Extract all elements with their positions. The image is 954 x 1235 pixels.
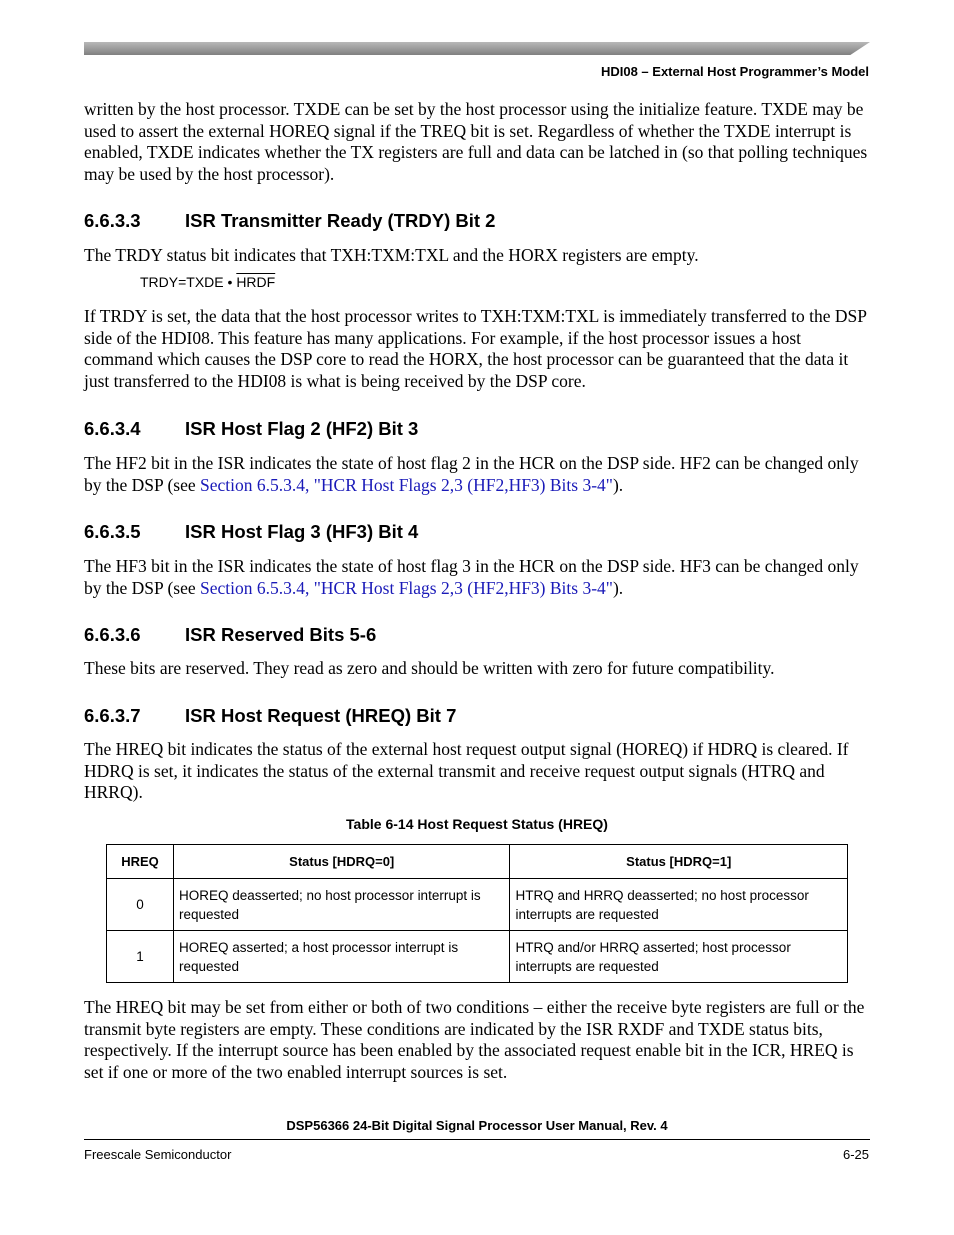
hf3-paragraph (84, 556, 870, 599)
trdy-paragraph-2: If TRDY is set, the data that the host processor writes to TXH:TXM:TXL is immediately transferred to the DSP side of the HDI08. This feature has many applications. For example, if the host processor issues a host command which causes the DSP core to read the HORX, the host processor can be guaranteed that the data it just transferred to the HDI08 is what is being received by the DSP core. (84, 306, 867, 391)
hreq-status-table (106, 844, 848, 983)
hf3-text-before: The HF3 bit in the ISR indicates the state of host flag 3 in the HCR on the DSP side. HF3 can be changed only by the DSP (see (84, 556, 859, 598)
equation-operator: • (227, 274, 233, 290)
section-heading-hreq (84, 705, 456, 727)
hf3-text-after: ). (612, 577, 624, 598)
intro-paragraph: written by the host processor. TXDE can be set by the host processor using the initialize feature. TXDE may be used to assert the external HOREQ signal if the TREQ bit is set. Regardless of whether the TXDE interrupt is enabled, TXDE indicates whether the TX registers are full and data can be latched in (so that polling techniques may be used by the host processor). (84, 99, 868, 184)
table-row (107, 931, 848, 983)
footer-page-number: 6-25 (842, 1147, 869, 1162)
section-number: 6.6.3.7 (84, 705, 141, 726)
column-header-hreq: HREQ (107, 845, 174, 879)
section-number: 6.6.3.3 (84, 210, 141, 231)
hf2-text-after: ). (612, 474, 624, 495)
section-title: ISR Transmitter Ready (TRDY) Bit 2 (185, 210, 496, 231)
section-number: 6.6.3.6 (84, 624, 141, 645)
section-title: ISR Host Request (HREQ) Bit 7 (185, 705, 457, 726)
table-cell-hreq: 0 (107, 879, 174, 931)
section-title: ISR Host Flag 3 (HF3) Bit 4 (185, 521, 419, 542)
section-title: ISR Reserved Bits 5-6 (185, 624, 377, 645)
equation-lhs: TRDY=TXDE (140, 274, 224, 290)
section-heading-reserved (84, 624, 376, 646)
footer-manual-title: DSP56366 24-Bit Digital Signal Processor User Manual, Rev. 4 (286, 1118, 668, 1133)
hf2-section-link[interactable]: Section 6.5.3.4, "HCR Host Flags 2,3 (HF2,HF3) Bits 3-4" (200, 474, 613, 495)
reserved-paragraph: These bits are reserved. They read as zero and should be written with zero for future compatibility. (84, 658, 775, 678)
table-cell-status-hdrq1: HTRQ and HRRQ deasserted; no host processor interrupts are requested (510, 879, 848, 931)
hreq-paragraph-1: The HREQ bit indicates the status of the external host request output signal (HOREQ) if HDRQ is cleared. If HDRQ is set, it indicates the status of the external transmit and receive request output signals (HTRQ and HRRQ). (84, 739, 849, 803)
hf2-paragraph (84, 453, 870, 496)
column-header-status-hdrq0: Status [HDRQ=0] (173, 845, 510, 879)
trdy-paragraph-1: The TRDY status bit indicates that TXH:TXM:TXL and the HORX registers are empty. (84, 245, 699, 265)
table-cell-status-hdrq0: HOREQ asserted; a host processor interrupt is requested (173, 931, 510, 983)
hreq-paragraph-2: The HREQ bit may be set from either or both of two conditions – either the receive byte registers are full or the transmit byte registers are empty. These conditions are indicated by the ISR RXDF and TXDE status bits, respectively. If the interrupt source has been enabled by the associated request enable bit in the ICR, HREQ is set if one or more of the two enabled interrupt sources is set. (84, 997, 865, 1082)
section-heading-hf2 (84, 418, 418, 440)
table-caption: Table 6-14 Host Request Status (HREQ) (346, 816, 608, 832)
hf3-section-link[interactable]: Section 6.5.3.4, "HCR Host Flags 2,3 (HF2,HF3) Bits 3-4" (200, 577, 613, 598)
table-header-row (107, 845, 848, 879)
section-number: 6.6.3.5 (84, 521, 141, 542)
table-cell-hreq: 1 (107, 931, 174, 983)
table-cell-status-hdrq1: HTRQ and/or HRRQ asserted; host processor interrupts are requested (510, 931, 848, 983)
footer-company: Freescale Semiconductor (84, 1147, 232, 1162)
equation-rhs-overlined: HRDF (236, 274, 276, 290)
hf2-text-before: The HF2 bit in the ISR indicates the state of host flag 2 in the HCR on the DSP side. HF2 can be changed only by the DSP (see (84, 453, 859, 495)
section-number: 6.6.3.4 (84, 418, 141, 439)
column-header-status-hdrq1: Status [HDRQ=1] (510, 845, 848, 879)
running-header-title: HDI08 – External Host Programmer’s Model (600, 64, 869, 79)
section-title: ISR Host Flag 2 (HF2) Bit 3 (185, 418, 419, 439)
trdy-equation (140, 274, 275, 290)
section-heading-hf3 (84, 521, 418, 543)
section-heading-trdy (84, 210, 495, 232)
header-decorative-bar (84, 42, 870, 55)
table-cell-status-hdrq0: HOREQ deasserted; no host processor interrupt is requested (173, 879, 510, 931)
table-row (107, 879, 848, 931)
footer-divider (84, 1139, 870, 1140)
